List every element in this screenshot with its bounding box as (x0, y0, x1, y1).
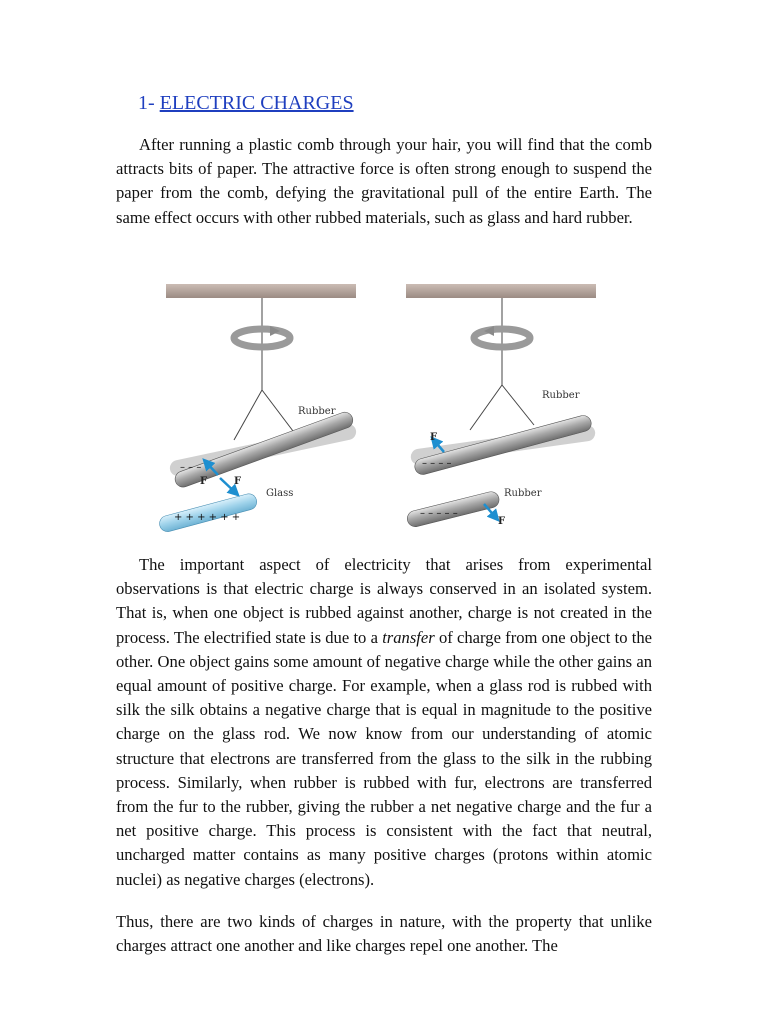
svg-text:+ + + + + +: + + + + + + (174, 512, 241, 523)
left-force-label-1: F (200, 476, 208, 487)
two-kinds-paragraph: Thus, there are two kinds of charges in nature, with the property that unlike charges attract one another and like charges repel one another. The (116, 912, 652, 956)
section-number: 1- (138, 92, 160, 114)
conservation-text-start: The important aspect of electricity that arises from experimental observations is that electric charge is always conserved in an isolated system. That is, when one object is rubbed against another, charge is not created in the process. The electrified state is due to a (116, 555, 652, 647)
right-force-label-2: F (498, 516, 506, 527)
right-ceiling (406, 284, 596, 298)
charged-rods-figure (158, 280, 608, 540)
left-panel (158, 284, 358, 533)
glass-label: Glass (266, 488, 294, 499)
svg-text:– – – –: – – – – (422, 458, 452, 469)
right-panel (406, 284, 597, 528)
left-rubber-label: Rubber (298, 406, 336, 417)
right-rubber-label-top: Rubber (542, 390, 580, 401)
transfer-emphasis: transfer (382, 627, 435, 647)
intro-paragraph: After running a plastic comb through your hair, you will find that the comb attracts bits of paper. The attractive force is often strong enough to suspend the paper from the comb, defying the gravitational pull of the entire Earth. The same effect occurs with other rubbed materials, such as glass and hard rubber. (116, 135, 652, 227)
left-ceiling (166, 284, 356, 298)
left-force-label-2: F (234, 476, 242, 487)
svg-text:– – – –: – – – – (180, 462, 210, 473)
svg-text:– – – – –: – – – – – (420, 508, 458, 519)
conservation-paragraph (116, 553, 652, 892)
section-heading (138, 92, 354, 115)
section-title: ELECTRIC CHARGES (159, 92, 354, 114)
right-force-label-1: F (430, 432, 438, 443)
conservation-text-end: of charge from one object to the other. One object gains some amount of negative charge while the other gains an equal amount of positive charge. For example, when a glass rod is rubbed with silk the silk obtains a negative charge that is equal in magnitude to the positive charge on the glass rod. We now know from our understanding of atomic structure that electrons are transferred from the glass to the silk in the rubbing process. Similarly, when rubber is rubbed with fur, electrons are transferred from the fur to the rubber, giving the rubber a net negative charge and the fur a net positive charge. This process is consistent with the fact that neutral, uncharged matter contains as many positive charges (protons within atomic nuclei) as negative charges (electrons). (116, 627, 653, 889)
right-rubber-label-bottom: Rubber (504, 488, 542, 499)
